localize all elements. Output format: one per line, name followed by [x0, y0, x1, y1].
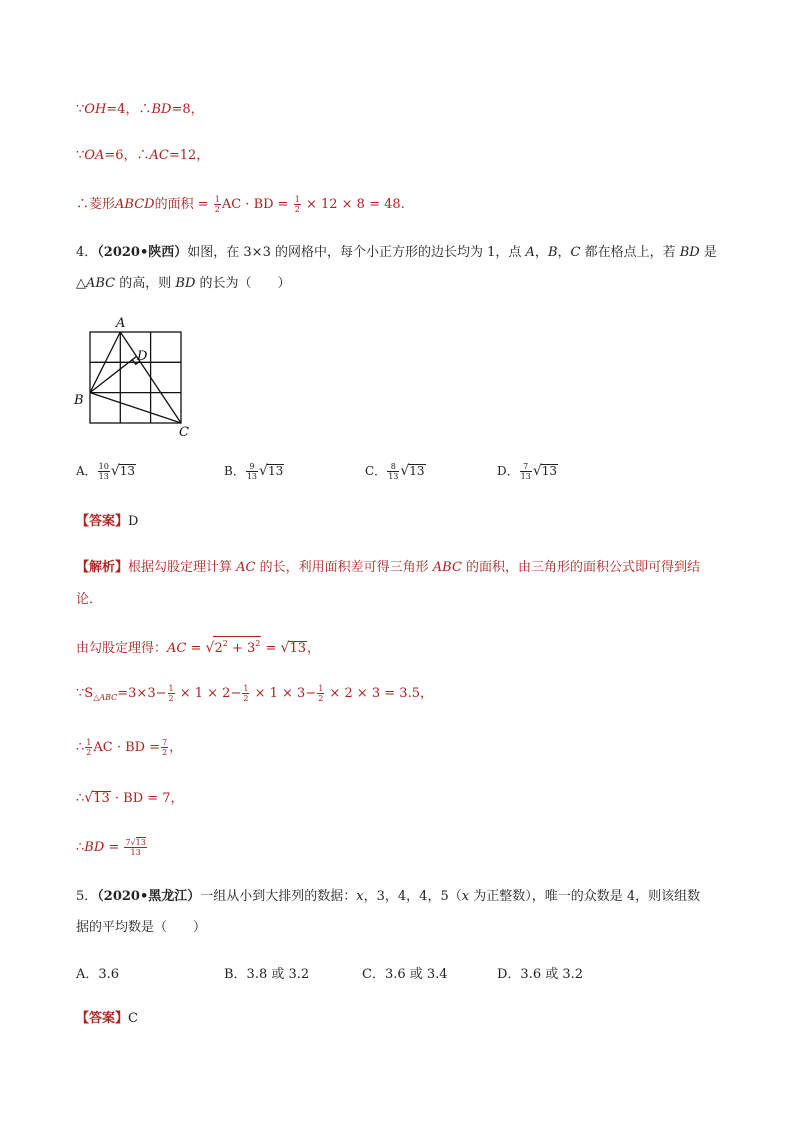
- solution-line-1: ∵OH=4，∴BD=8，: [76, 102, 204, 117]
- step-1: 由勾股定理得：AC = $√2^2 + 3^2 = √13$，: [76, 636, 320, 659]
- option-a[interactable]: A．3.6: [76, 967, 120, 982]
- label-c: C: [179, 425, 189, 440]
- fraction: $\frac{1}{2}$: [214, 195, 220, 214]
- option-b[interactable]: B． $\frac{9}{13}$ √13: [224, 462, 284, 481]
- step-2: $\because S_{\triangle ABC}=3\times 3-$ $\frac{1}{2}$ × 1 × 2− $\frac{1}{2}$ × 1 × 3− $\frac{1}{2}$ × 2 × 3 = 3.5，: [76, 684, 433, 703]
- label-a: A: [116, 316, 126, 331]
- analysis-line-2: 论．: [76, 592, 103, 607]
- segment-bc: [90, 393, 181, 423]
- option-d[interactable]: D． $\frac{7}{13}$ √13: [497, 462, 558, 481]
- grid-figure: [70, 312, 200, 442]
- question-4-line-2: △ABC 的高，则 BD 的长为（ ）: [76, 276, 291, 291]
- solution-line-2: ∵OA=6，∴AC=12，: [76, 148, 210, 163]
- fraction: $\frac{1}{2}$: [294, 195, 300, 214]
- answer-5: 【答案】C: [76, 1011, 138, 1026]
- option-b[interactable]: B．3.8 或 3.2: [224, 967, 310, 982]
- question-5-line-1: 5．（2020•黑龙江）一组从小到大排列的数据：x，3，4，4，5（x 为正整数），唯一的众数是 4，则该组数: [76, 889, 701, 904]
- step-4: ∴√13 · BD = 7，: [76, 790, 184, 806]
- label-b: B: [74, 393, 84, 408]
- option-a[interactable]: A． $\frac{10}{13}$ √13: [76, 462, 136, 481]
- option-c[interactable]: C．3.6 或 3.4: [362, 967, 448, 982]
- label-d: D: [137, 349, 148, 364]
- analysis-line-1: 【解析】根据勾股定理计算 AC 的长，利用面积差可得三角形 ABC 的面积，由三角形的面积公式即可得到结: [76, 560, 701, 575]
- step-5: ∴BD = $\frac{7√13}{13}$: [76, 838, 146, 857]
- answer-4: 【答案】D: [76, 514, 139, 529]
- option-c[interactable]: C． $\frac{8}{13}$ √13: [365, 462, 425, 481]
- solution-line-3: ∴菱形ABCD的面积 = $\frac{1}{2}$ AC · BD = $\frac{1}{2}$ × 12 × 8 = 48.: [76, 195, 405, 214]
- question-5-line-2: 据的平均数是（ ）: [76, 920, 207, 935]
- step-3: ∴ $\frac{1}{2}$ AC · BD = $\frac{7}{2}$ ，: [76, 738, 183, 757]
- grid-outer: [90, 332, 181, 423]
- question-4-line-1: 4．（2020•陕西）如图，在 3×3 的网格中，每个小正方形的边长均为 1，点 A，B，C 都在格点上，若 BD 是: [76, 245, 717, 260]
- option-d[interactable]: D．3.6 或 3.2: [497, 967, 584, 982]
